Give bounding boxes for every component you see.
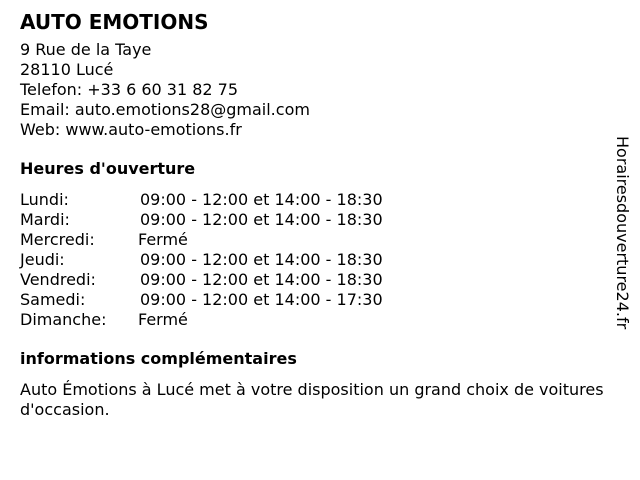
day-hours: 09:00 - 12:00 et 14:00 - 18:30 <box>140 270 383 289</box>
day-label: Dimanche: <box>20 310 107 329</box>
additional-info-text: Auto Émotions à Lucé met à votre disposition un grand choix de voitures d'occasion. <box>20 380 604 419</box>
hours-row-thursday <box>20 250 626 270</box>
day-label: Vendredi: <box>20 270 96 289</box>
address-street: 9 Rue de la Taye <box>20 40 152 59</box>
hours-row-monday <box>20 190 626 210</box>
phone-line: Telefon: +33 6 60 31 82 75 <box>20 80 239 99</box>
day-hours: Fermé <box>138 230 188 249</box>
day-label: Mardi: <box>20 210 70 229</box>
opening-hours-table <box>20 190 626 330</box>
email-line: Email: auto.emotions28@gmail.com <box>20 100 310 119</box>
additional-info-heading: informations complémentaires <box>20 349 297 368</box>
address-city: 28110 Lucé <box>20 60 114 79</box>
business-card <box>20 9 626 420</box>
web-line: Web: www.auto-emotions.fr <box>20 120 242 139</box>
site-watermark: Horairesdouverture24.fr <box>613 136 632 330</box>
hours-row-tuesday <box>20 210 626 230</box>
hours-row-sunday <box>20 310 626 330</box>
day-hours: 09:00 - 12:00 et 14:00 - 18:30 <box>140 210 383 229</box>
day-hours: 09:00 - 12:00 et 14:00 - 18:30 <box>140 250 383 269</box>
day-label: Lundi: <box>20 190 69 209</box>
hours-row-friday <box>20 270 626 290</box>
day-hours: 09:00 - 12:00 et 14:00 - 17:30 <box>140 290 383 309</box>
day-label: Jeudi: <box>20 250 65 269</box>
day-hours: Fermé <box>138 310 188 329</box>
day-label: Samedi: <box>20 290 86 309</box>
day-hours: 09:00 - 12:00 et 14:00 - 18:30 <box>140 190 383 209</box>
hours-row-saturday <box>20 290 626 310</box>
day-label: Mercredi: <box>20 230 95 249</box>
business-name: AUTO EMOTIONS <box>20 10 209 34</box>
opening-hours-heading: Heures d'ouverture <box>20 159 196 178</box>
hours-row-wednesday <box>20 230 626 250</box>
